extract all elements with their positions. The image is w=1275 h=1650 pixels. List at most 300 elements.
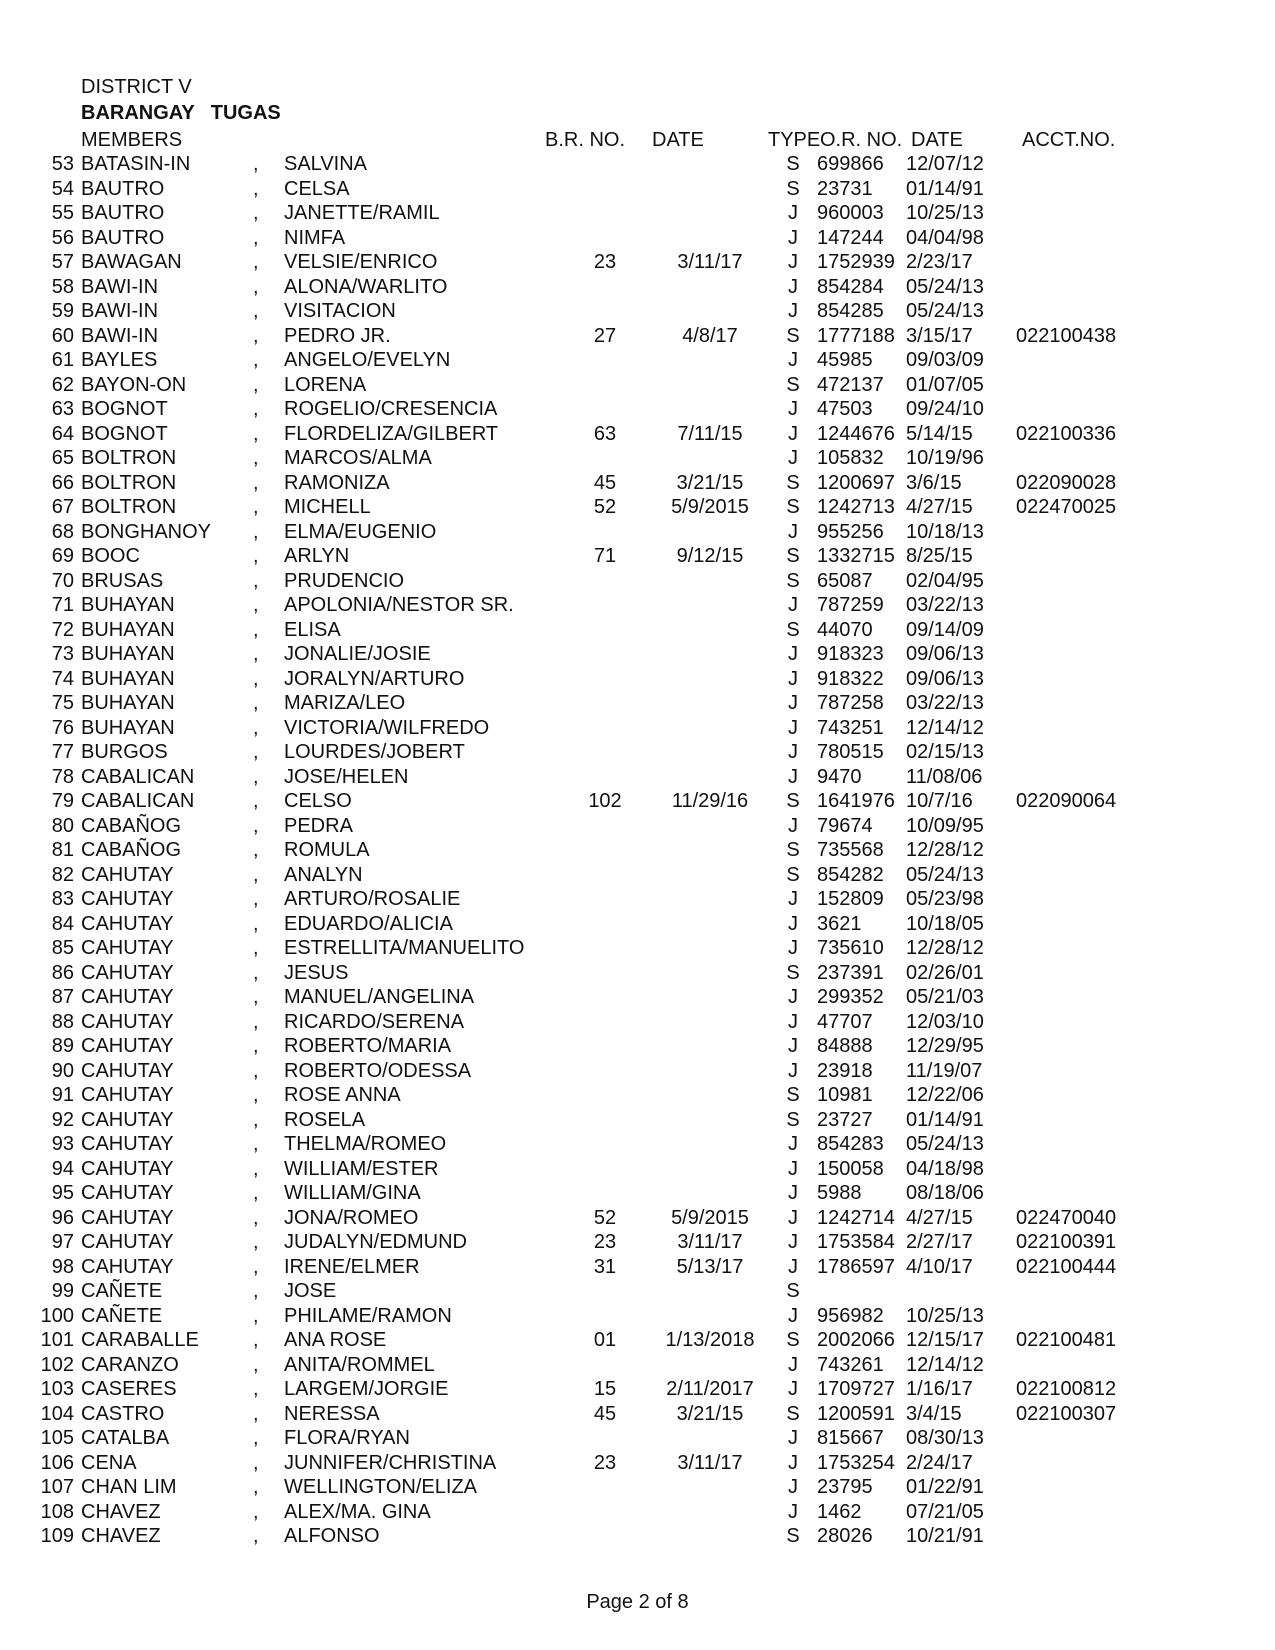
cell-orno: 79674 [817, 814, 873, 837]
cell-comma: , [253, 422, 259, 445]
cell-date2: 2/23/17 [906, 251, 973, 273]
cell-orno: 960003 [817, 202, 884, 224]
cell-date2: 5/14/15 [906, 422, 973, 445]
cell-num: 105 [40, 1427, 74, 1449]
table-row [0, 618, 1275, 643]
cell-first: ANGELO/EVELYN [284, 349, 451, 371]
cell-type: J [788, 520, 798, 543]
cell-type: J [788, 447, 798, 469]
table-row [0, 1304, 1275, 1329]
table-row [0, 765, 1275, 790]
cell-last: CAÑETE [81, 1304, 163, 1327]
cell-last: CARABALLE [81, 1329, 199, 1351]
cell-comma: , [253, 569, 259, 592]
cell-comma: , [253, 545, 259, 567]
table-row [0, 201, 1275, 226]
cell-first: APOLONIA/NESTOR SR. [284, 594, 514, 616]
cell-num: 83 [51, 888, 74, 910]
table-row [0, 1524, 1275, 1549]
cell-orno: 918323 [817, 643, 884, 665]
table-row [0, 716, 1275, 741]
cell-comma: , [253, 373, 259, 396]
cell-last: CHAVEZ [81, 1525, 161, 1547]
cell-comma: , [253, 1133, 259, 1155]
cell-type: S [786, 373, 800, 396]
table-row [0, 593, 1275, 618]
cell-type: S [786, 1108, 800, 1131]
cell-last: CAHUTAY [81, 1157, 174, 1180]
cell-num: 66 [51, 471, 74, 494]
cell-last: BAWI-IN [81, 275, 159, 298]
cell-num: 59 [51, 300, 74, 322]
cell-comma: , [253, 912, 259, 935]
cell-date1: 3/11/17 [677, 1231, 743, 1253]
cell-comma: , [253, 618, 259, 641]
cell-last: CABALICAN [81, 790, 195, 812]
cell-first: ELISA [284, 618, 341, 641]
table-row [0, 1157, 1275, 1182]
cell-last: BOLTRON [81, 496, 177, 518]
cell-type: S [786, 1402, 800, 1425]
cell-comma: , [253, 1329, 259, 1351]
cell-first: LOURDES/JOBERT [284, 741, 465, 763]
cell-brno: 23 [593, 1451, 617, 1474]
cell-orno: 699866 [817, 153, 884, 175]
col-or-no: O.R. NO. [820, 129, 903, 151]
cell-num: 94 [51, 1157, 74, 1180]
cell-type: J [788, 888, 798, 910]
cell-orno: 23795 [817, 1476, 873, 1498]
table-row [0, 1206, 1275, 1231]
cell-date2: 10/25/13 [906, 1304, 984, 1327]
cell-date2: 2/24/17 [906, 1451, 973, 1474]
cell-last: CAHUTAY [81, 1010, 174, 1033]
cell-type: S [786, 1084, 800, 1106]
cell-orno: 152809 [817, 888, 884, 910]
cell-last: BUHAYAN [81, 618, 175, 641]
cell-date2: 12/29/95 [906, 1035, 984, 1057]
cell-first: JORALYN/ARTURO [284, 667, 465, 690]
cell-date2: 09/03/09 [906, 349, 984, 371]
cell-num: 100 [40, 1304, 74, 1327]
cell-type: J [788, 398, 798, 420]
cell-date2: 05/24/13 [906, 863, 984, 886]
cell-num: 93 [51, 1133, 74, 1155]
cell-first: MARIZA/LEO [284, 692, 406, 714]
cell-date2: 03/22/13 [906, 692, 984, 714]
cell-last: CABAÑOG [81, 814, 182, 837]
cell-first: ARLYN [284, 545, 350, 567]
table-row [0, 471, 1275, 496]
cell-type: S [786, 1525, 800, 1547]
cell-comma: , [253, 937, 259, 959]
barangay-name: TUGAS [210, 102, 281, 124]
cell-acct: 022100481 [1016, 1329, 1117, 1351]
cell-brno: 52 [593, 1206, 617, 1229]
cell-date2: 05/24/13 [906, 275, 984, 298]
table-row [0, 373, 1275, 398]
cell-num: 63 [51, 398, 74, 420]
cell-first: FLORA/RYAN [284, 1427, 410, 1449]
cell-num: 103 [40, 1378, 74, 1400]
cell-date2: 12/03/10 [906, 1010, 984, 1033]
cell-num: 53 [51, 153, 74, 175]
table-row [0, 544, 1275, 569]
cell-orno: 28026 [817, 1525, 873, 1547]
cell-type: J [788, 1500, 798, 1523]
cell-date2: 12/07/12 [906, 153, 984, 175]
cell-date2: 09/24/10 [906, 398, 984, 420]
cell-type: S [786, 1329, 800, 1351]
table-row [0, 667, 1275, 692]
table-row [0, 1279, 1275, 1304]
cell-last: CAHUTAY [81, 961, 174, 984]
cell-last: CHAN LIM [81, 1476, 177, 1498]
cell-type: S [786, 961, 800, 984]
cell-comma: , [253, 447, 259, 469]
cell-type: S [786, 496, 800, 518]
cell-orno: 5988 [817, 1182, 862, 1204]
cell-orno: 1753254 [817, 1451, 895, 1474]
cell-last: BUHAYAN [81, 692, 175, 714]
cell-date2: 4/27/15 [906, 496, 973, 518]
cell-type: J [788, 692, 798, 714]
cell-first: CELSO [284, 790, 352, 812]
cell-comma: , [253, 202, 259, 224]
cell-type: J [788, 349, 798, 371]
cell-date2: 05/21/03 [906, 986, 984, 1008]
cell-last: CENA [81, 1451, 137, 1474]
cell-type: J [788, 1206, 798, 1229]
cell-acct: 022100307 [1016, 1402, 1117, 1425]
cell-type: S [786, 618, 800, 641]
cell-orno: 1462 [817, 1500, 862, 1523]
cell-type: S [786, 1280, 800, 1302]
cell-first: VISITACION [284, 300, 396, 322]
cell-acct: 022090028 [1016, 471, 1117, 494]
cell-comma: , [253, 667, 259, 690]
cell-last: CAHUTAY [81, 863, 174, 886]
cell-date1: 3/21/15 [676, 471, 744, 494]
cell-last: CAHUTAY [81, 912, 174, 935]
table-row [0, 397, 1275, 422]
cell-comma: , [253, 863, 259, 886]
cell-orno: 47503 [817, 398, 873, 420]
cell-first: ROBERTO/MARIA [284, 1035, 452, 1057]
cell-orno: 854283 [817, 1133, 884, 1155]
cell-num: 104 [40, 1402, 74, 1425]
cell-orno: 735610 [817, 937, 884, 959]
cell-first: PHILAME/RAMON [284, 1304, 452, 1327]
cell-comma: , [253, 226, 259, 249]
cell-type: J [788, 1133, 798, 1155]
cell-first: LARGEM/JORGIE [284, 1378, 449, 1400]
table-row [0, 1426, 1275, 1451]
cell-first: JONA/ROMEO [284, 1206, 419, 1229]
cell-date2: 08/18/06 [906, 1182, 984, 1204]
cell-orno: 47707 [817, 1010, 873, 1033]
cell-orno: 1244676 [817, 422, 895, 445]
cell-date2: 03/22/13 [906, 594, 984, 616]
table-row [0, 275, 1275, 300]
cell-type: J [788, 986, 798, 1008]
cell-date2: 12/15/17 [906, 1329, 984, 1351]
cell-last: BONGHANOY [81, 520, 212, 543]
cell-type: S [786, 790, 800, 812]
cell-num: 67 [51, 496, 74, 518]
cell-orno: 780515 [817, 741, 884, 763]
cell-type: J [788, 716, 798, 739]
cell-acct: 022100336 [1016, 422, 1117, 445]
cell-brno: 23 [593, 1231, 617, 1253]
cell-date2: 12/14/12 [906, 1353, 984, 1376]
cell-brno: 45 [593, 471, 617, 494]
cell-type: J [788, 1427, 798, 1449]
cell-num: 99 [51, 1280, 74, 1302]
col-members: MEMBERS [81, 129, 183, 151]
cell-last: BRUSAS [81, 569, 164, 592]
cell-comma: , [253, 1206, 259, 1229]
cell-date2: 05/24/13 [906, 1133, 984, 1155]
cell-date1: 2/11/2017 [666, 1378, 754, 1400]
barangay-heading [81, 101, 281, 125]
cell-orno: 787258 [817, 692, 884, 714]
cell-type: J [788, 643, 798, 665]
cell-last: CAHUTAY [81, 1108, 174, 1131]
cell-brno: 45 [593, 1402, 617, 1425]
col-or-date: DATE [911, 129, 963, 151]
cell-num: 62 [51, 373, 74, 396]
cell-comma: , [253, 324, 259, 347]
cell-type: J [788, 1035, 798, 1057]
table-row [0, 520, 1275, 545]
cell-brno: 31 [593, 1255, 617, 1278]
table-row [0, 569, 1275, 594]
cell-first: ALEX/MA. GINA [284, 1500, 431, 1523]
table-row [0, 863, 1275, 888]
cell-first: MANUEL/ANGELINA [284, 986, 475, 1008]
cell-comma: , [253, 1476, 259, 1498]
table-row [0, 1108, 1275, 1133]
cell-orno: 3621 [817, 912, 862, 935]
cell-orno: 44070 [817, 618, 873, 641]
cell-comma: , [253, 986, 259, 1008]
col-br-no: B.R. NO. [545, 129, 626, 151]
cell-first: ROSELA [284, 1108, 366, 1131]
cell-date1: 5/13/17 [676, 1255, 744, 1278]
table-row [0, 1328, 1275, 1353]
cell-num: 80 [51, 814, 74, 837]
cell-comma: , [253, 839, 259, 861]
cell-last: BAYLES [81, 349, 158, 371]
cell-comma: , [253, 471, 259, 494]
cell-first: JUNNIFER/CHRISTINA [284, 1451, 497, 1474]
cell-date2: 10/21/91 [906, 1525, 984, 1547]
table-row [0, 348, 1275, 373]
cell-first: NERESSA [284, 1402, 380, 1425]
cell-type: J [788, 1451, 798, 1474]
cell-type: J [788, 300, 798, 322]
table-row [0, 1500, 1275, 1525]
cell-comma: , [253, 1084, 259, 1106]
cell-acct: 022100444 [1016, 1255, 1117, 1278]
cell-date2: 05/24/13 [906, 300, 984, 322]
cell-comma: , [253, 398, 259, 420]
cell-date1: 7/11/15 [677, 422, 743, 445]
cell-date1: 11/29/16 [671, 790, 749, 812]
cell-last: BURGOS [81, 741, 168, 763]
cell-type: J [788, 251, 798, 273]
cell-type: J [788, 814, 798, 837]
cell-date2: 08/30/13 [906, 1427, 984, 1449]
cell-num: 92 [51, 1108, 74, 1131]
cell-last: BAUTRO [81, 202, 165, 224]
cell-orno: 1332715 [817, 545, 895, 567]
cell-last: BAWI-IN [81, 324, 159, 347]
cell-date2: 09/06/13 [906, 643, 984, 665]
cell-num: 90 [51, 1059, 74, 1082]
table-row [0, 1010, 1275, 1035]
cell-last: CABALICAN [81, 765, 195, 788]
cell-first: ROGELIO/CRESENCIA [284, 398, 498, 420]
cell-first: ALONA/WARLITO [284, 275, 448, 298]
cell-orno: 918322 [817, 667, 884, 690]
cell-last: BUHAYAN [81, 667, 175, 690]
table-row [0, 985, 1275, 1010]
table-row [0, 1255, 1275, 1280]
cell-first: THELMA/ROMEO [284, 1133, 447, 1155]
cell-num: 88 [51, 1010, 74, 1033]
cell-comma: , [253, 1304, 259, 1327]
cell-date2: 4/27/15 [906, 1206, 973, 1229]
cell-last: BOOC [81, 545, 140, 567]
cell-num: 75 [51, 692, 74, 714]
cell-num: 56 [51, 226, 74, 249]
cell-type: J [788, 1476, 798, 1498]
cell-date2: 11/19/07 [906, 1059, 983, 1082]
cell-num: 55 [51, 202, 74, 224]
cell-comma: , [253, 692, 259, 714]
cell-brno: 23 [593, 251, 617, 273]
cell-num: 58 [51, 275, 74, 298]
cell-orno: 45985 [817, 349, 873, 371]
table-row [0, 1402, 1275, 1427]
cell-last: CASTRO [81, 1402, 165, 1425]
cell-comma: , [253, 349, 259, 371]
cell-orno: 787259 [817, 594, 884, 616]
cell-first: ELMA/EUGENIO [284, 520, 437, 543]
table-row [0, 324, 1275, 349]
cell-num: 102 [40, 1353, 74, 1376]
table-row [0, 814, 1275, 839]
cell-num: 74 [51, 667, 74, 690]
cell-num: 106 [40, 1451, 74, 1474]
table-row [0, 422, 1275, 447]
cell-first: MARCOS/ALMA [284, 447, 432, 469]
table-row [0, 1034, 1275, 1059]
cell-date2: 07/21/05 [906, 1500, 984, 1523]
cell-first: ANA ROSE [284, 1329, 387, 1351]
cell-date2: 10/7/16 [906, 790, 973, 812]
cell-comma: , [253, 275, 259, 298]
cell-last: CAHUTAY [81, 1206, 174, 1229]
table-row [0, 642, 1275, 667]
cell-comma: , [253, 1035, 259, 1057]
cell-first: ROBERTO/ODESSA [284, 1059, 472, 1082]
cell-orno: 1200591 [817, 1402, 895, 1425]
cell-date1: 4/8/17 [682, 324, 738, 347]
cell-num: 64 [51, 422, 74, 445]
cell-date2: 3/15/17 [906, 324, 973, 347]
cell-last: CAHUTAY [81, 1231, 174, 1253]
cell-comma: , [253, 888, 259, 910]
cell-first: VELSIE/ENRICO [284, 251, 438, 273]
cell-last: CAÑETE [81, 1280, 163, 1302]
table-row [0, 936, 1275, 961]
table-row [0, 152, 1275, 177]
cell-orno: 23731 [817, 177, 873, 200]
cell-comma: , [253, 1157, 259, 1180]
cell-comma: , [253, 961, 259, 984]
cell-num: 81 [51, 839, 74, 861]
cell-last: BUHAYAN [81, 643, 175, 665]
cell-comma: , [253, 1059, 259, 1082]
cell-type: S [786, 863, 800, 886]
cell-acct: 022090064 [1016, 790, 1117, 812]
cell-type: J [788, 1255, 798, 1278]
cell-first: JUDALYN/EDMUND [284, 1231, 467, 1253]
table-row [0, 691, 1275, 716]
cell-date2: 05/23/98 [906, 888, 984, 910]
table-row [0, 446, 1275, 471]
cell-num: 108 [40, 1500, 74, 1523]
cell-last: CASERES [81, 1378, 177, 1400]
cell-orno: 743251 [817, 716, 884, 739]
cell-last: CAHUTAY [81, 937, 174, 959]
cell-type: S [786, 153, 800, 175]
table-row [0, 1083, 1275, 1108]
cell-brno: 102 [588, 790, 622, 812]
cell-orno: 1200697 [817, 471, 895, 494]
table-row [0, 226, 1275, 251]
cell-num: 61 [51, 349, 74, 371]
cell-orno: 84888 [817, 1035, 873, 1057]
cell-orno: 23727 [817, 1108, 873, 1131]
cell-num: 98 [51, 1255, 74, 1278]
cell-first: WILLIAM/GINA [284, 1182, 421, 1204]
cell-comma: , [253, 1280, 259, 1302]
cell-orno: 105832 [817, 447, 884, 469]
cell-type: J [788, 226, 798, 249]
cell-comma: , [253, 1255, 259, 1278]
cell-first: ANITA/ROMMEL [284, 1353, 435, 1376]
cell-num: 85 [51, 937, 74, 959]
cell-last: CHAVEZ [81, 1500, 161, 1523]
members-table [0, 152, 1275, 1549]
col-date: DATE [652, 129, 704, 151]
cell-type: J [788, 1378, 798, 1400]
cell-first: ARTURO/ROSALIE [284, 888, 461, 910]
cell-comma: , [253, 251, 259, 273]
cell-date2: 2/27/17 [906, 1231, 973, 1253]
table-row [0, 1181, 1275, 1206]
cell-type: J [788, 741, 798, 763]
cell-comma: , [253, 814, 259, 837]
cell-type: J [788, 1182, 798, 1204]
cell-first: JONALIE/JOSIE [284, 643, 431, 665]
cell-type: S [786, 839, 800, 861]
cell-type: J [788, 275, 798, 298]
